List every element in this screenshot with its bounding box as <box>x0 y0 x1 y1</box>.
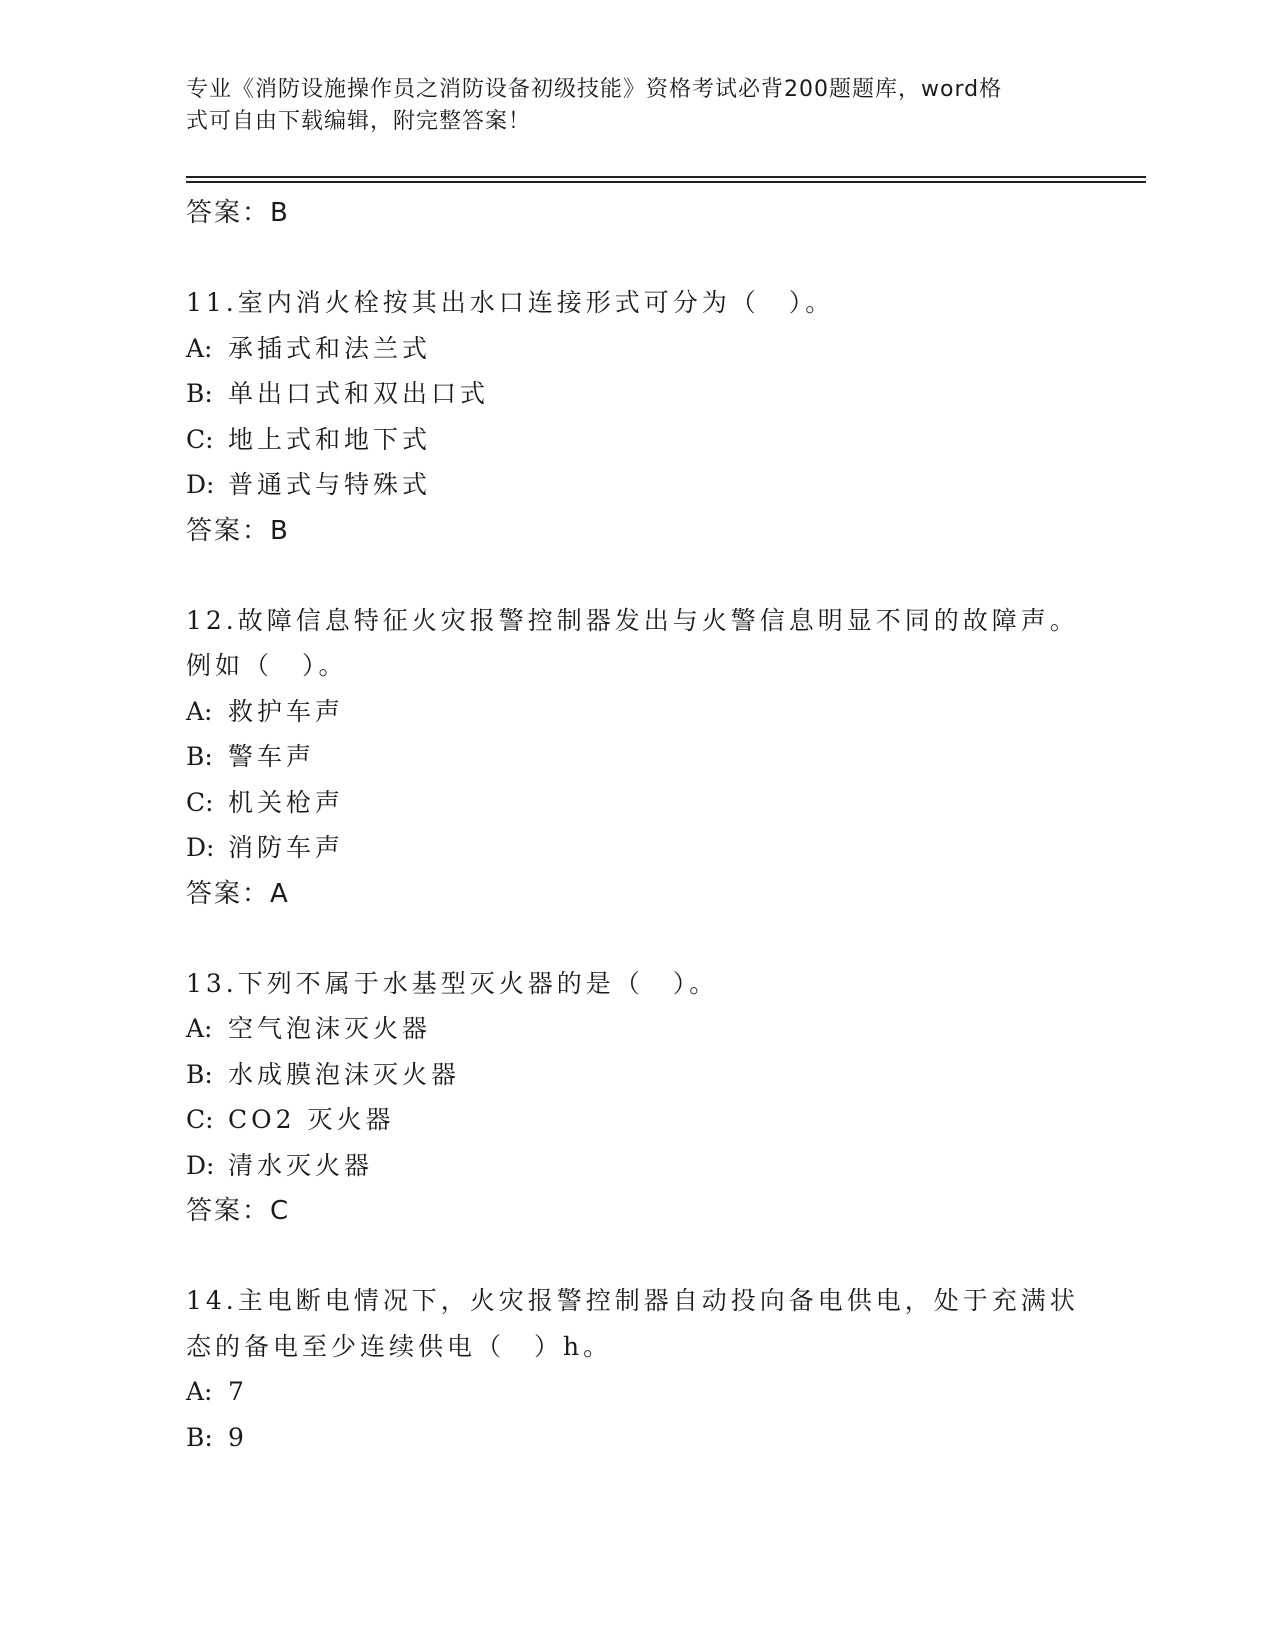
option-label: B: <box>186 1059 213 1089</box>
question-block <box>186 598 1086 917</box>
option-text: 警车声 <box>228 742 316 771</box>
option-text: 机关枪声 <box>228 787 345 817</box>
option-label: B: <box>186 379 213 408</box>
option-a <box>186 1006 1086 1052</box>
header-line-1: 专业《消防设施操作员之消防设备初级技能》资格考试必背200题题库，word格 <box>186 77 1003 102</box>
option-c <box>186 417 1086 463</box>
option-a <box>186 1369 1086 1415</box>
option-text: 救护车声 <box>228 696 345 726</box>
answer-line <box>186 871 1086 917</box>
option-b <box>186 734 1086 780</box>
option-b <box>186 371 1086 417</box>
answer-value: A <box>270 878 289 909</box>
answer-label: 答案： <box>186 878 271 909</box>
spacer <box>186 236 1086 280</box>
spacer <box>186 1234 1086 1278</box>
answer-value: B <box>270 515 289 546</box>
option-label: D: <box>186 470 215 499</box>
header-divider-top <box>186 176 1146 178</box>
question-block <box>186 961 1086 1235</box>
option-text: 普通式与特殊式 <box>228 470 432 499</box>
option-text: 清水灭火器 <box>228 1150 374 1180</box>
option-b <box>186 1415 1086 1461</box>
option-b <box>186 1052 1086 1098</box>
option-label: A: <box>186 1014 213 1043</box>
question-text: 12.故障信息特征火灾报警控制器发出与火警信息明显不同的故障声。 <box>186 605 1079 635</box>
option-d <box>186 462 1086 508</box>
option-label: D: <box>186 1150 215 1180</box>
question-text-continued: 态的备电至少连续供电（ ）h。 <box>186 1331 613 1361</box>
answer-label: 答案： <box>186 198 271 228</box>
answer-line <box>186 190 1086 236</box>
option-d <box>186 825 1086 871</box>
spacer <box>186 917 1086 961</box>
answer-label: 答案： <box>186 1196 271 1226</box>
answer-label: 答案： <box>186 515 271 546</box>
option-label: D: <box>186 833 215 862</box>
option-text: CO2 灭火器 <box>228 1105 395 1134</box>
answer-line <box>186 508 1086 554</box>
question-text: 11.室内消火栓按其出水口连接形式可分为（ ）。 <box>186 288 835 317</box>
option-a <box>186 689 1086 735</box>
option-d <box>186 1143 1086 1189</box>
question-text-continued: 例如（ ）。 <box>186 651 348 680</box>
option-label: A: <box>186 1377 213 1406</box>
answer-value: B <box>270 198 289 228</box>
option-text: 消防车声 <box>228 833 345 862</box>
option-text: 空气泡沫灭火器 <box>228 1014 432 1043</box>
option-text: 单出口式和双出口式 <box>228 379 490 408</box>
option-label: B: <box>186 1422 213 1452</box>
option-text: 7 <box>228 1377 248 1406</box>
option-text: 9 <box>228 1422 248 1452</box>
option-c <box>186 780 1086 826</box>
header-divider-bottom <box>186 181 1146 183</box>
header-line-2: 式可自由下载编辑，附完整答案！ <box>186 109 532 134</box>
question-block <box>186 1278 1086 1460</box>
option-label: C: <box>186 424 214 454</box>
question-text: 13.下列不属于水基型灭火器的是（ ）。 <box>186 968 719 998</box>
option-text: 地上式和地下式 <box>228 424 432 454</box>
question-text: 14.主电断电情况下，火灾报警控制器自动投向备电供电，处于充满状 <box>186 1286 1079 1315</box>
option-label: C: <box>186 1105 214 1134</box>
spacer <box>186 554 1086 598</box>
option-a <box>186 326 1086 372</box>
answer-value: C <box>270 1196 290 1226</box>
answer-line <box>186 1188 1086 1234</box>
option-c <box>186 1097 1086 1143</box>
option-label: C: <box>186 787 214 817</box>
option-label: B: <box>186 742 213 771</box>
document-header <box>186 74 1056 138</box>
option-label: A: <box>186 696 213 726</box>
question-block <box>186 280 1086 554</box>
option-text: 承插式和法兰式 <box>228 333 432 363</box>
option-text: 水成膜泡沫灭火器 <box>228 1059 461 1089</box>
question-list <box>186 190 1086 1460</box>
option-label: A: <box>186 333 213 363</box>
